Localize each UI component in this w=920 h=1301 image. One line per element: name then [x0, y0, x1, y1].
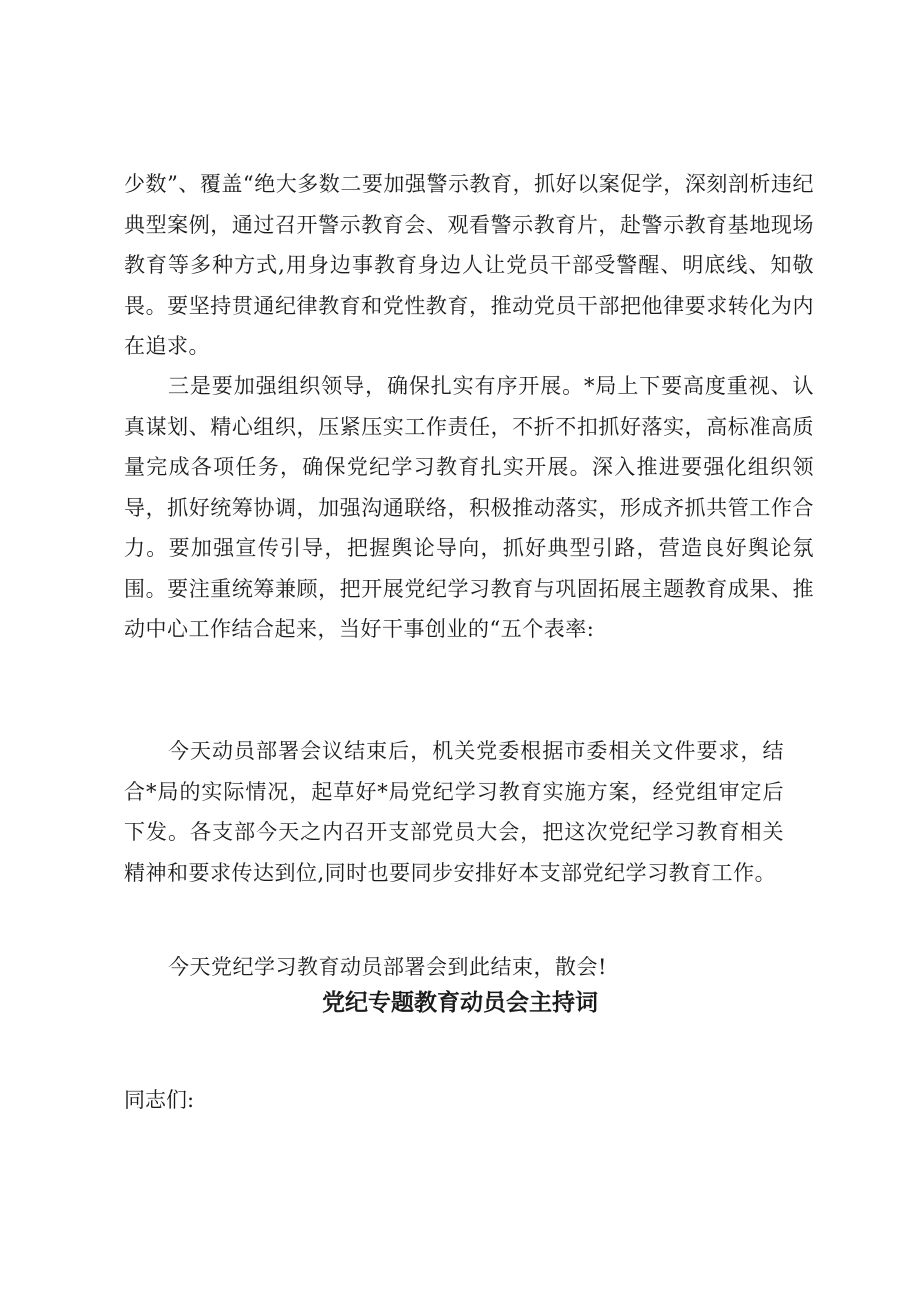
body-paragraph-3: 今天动员部署会议结束后，机关党委根据市委相关文件要求，结合*局的实际情况，起草好*局党纪学习教育实施方案，经党组审定后下发。各支部今天之内召开支部党员大会，把这次党纪学习教育相关精神和要求传达到位,同时也要同步安排好本支部党纪学习教育工作。	[124, 739, 784, 885]
salutation: 同志们:	[124, 1088, 195, 1112]
closing-paragraph: 今天党纪学习教育动员部署会到此结束，散会!	[168, 955, 607, 979]
document-title: 党纪专题教育动员会主持词	[322, 990, 598, 1016]
body-paragraph-2: 三是要加强组织领导，确保扎实有序开展。*局上下要高度重视、认真谋划、精心组织，压紧压实工作责任，不折不扣抓好落实，高标准高质量完成各项任务，确保党纪学习教育扎实开展。深入推进要强化组织领导，抓好统筹协调，加强沟通联络，积极推动落实，形成齐抓共管工作合力。要加强宣传引导，把握舆论导向，抓好典型引路，营造良好舆论氛围。要注重统筹兼顾，把开展党纪学习教育与巩固拓展主题教育成果、推动中心工作结合起来，当好干事创业的“五个表率:	[124, 374, 814, 641]
body-paragraph-1: 少数”、覆盖“绝大多数二要加强警示教育，抓好以案促学，深刻剖析违纪典型案例，通过召开警示教育会、观看警示教育片，赴警示教育基地现场教育等多种方式,用身边事教育身边人让党员干部受警醒、明底线、知敬畏。要坚持贯通纪律教育和党性教育，推动党员干部把他律要求转化为内在追求。	[124, 172, 814, 358]
